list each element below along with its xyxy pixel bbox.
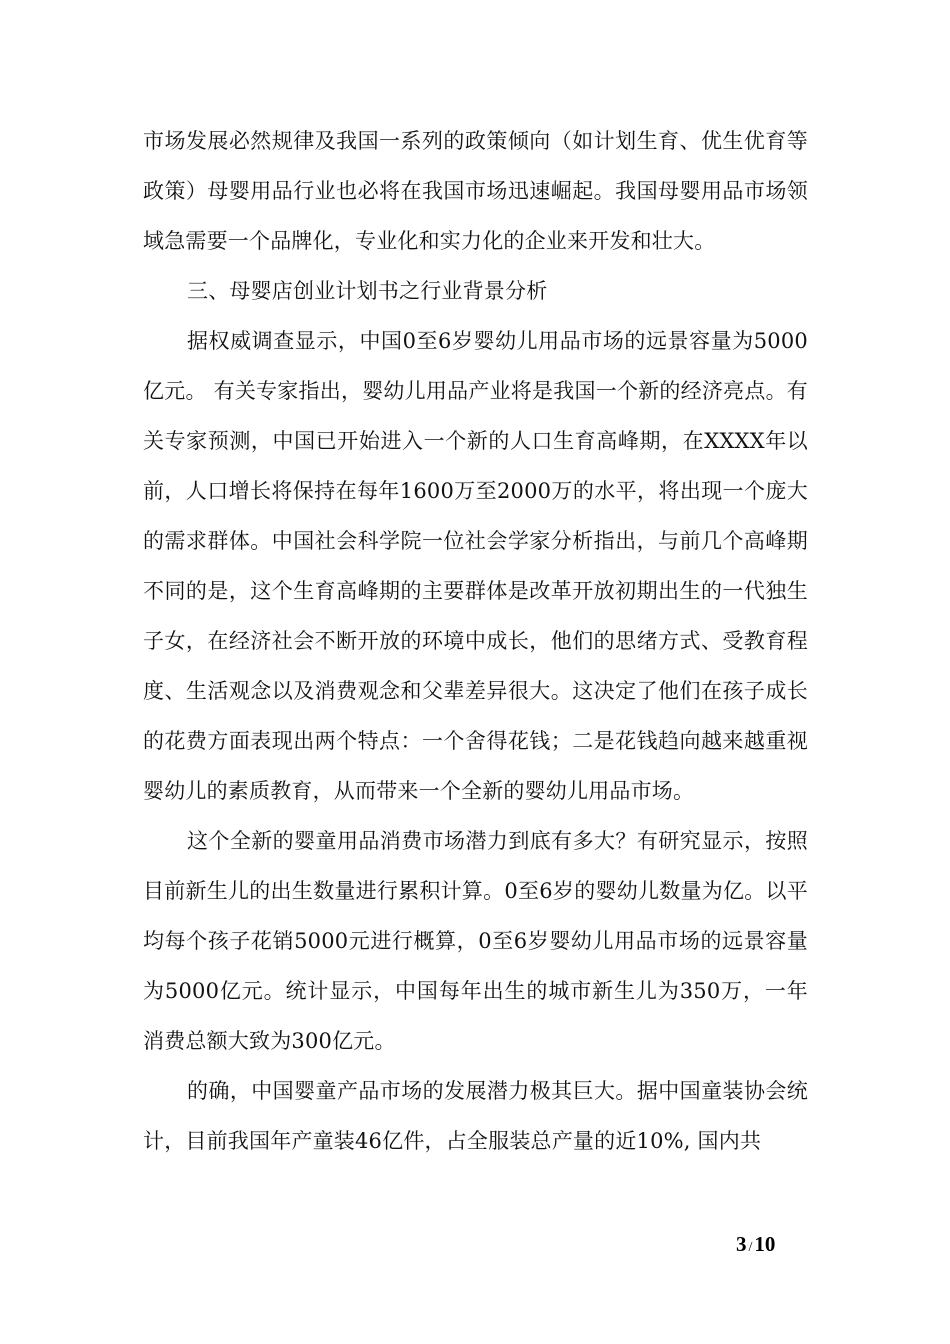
page-total: 10 [754,1232,776,1256]
page-current: 3 [736,1232,747,1256]
page-number [736,1232,775,1257]
paragraph: 的确，中国婴童产品市场的发展潜力极其巨大。据中国童装协会统计，目前我国年产童装46亿件，占全服装总产量的近10%, 国内共 [143,1079,808,1153]
paragraph: 这个全新的婴童用品消费市场潜力到底有多大？有研究显示，按照目前新生儿的出生数量进行累积计算。0至6岁的婴幼儿数量为亿。以平均每个孩子花销5000元进行概算，0至6岁婴幼儿用品市场的远景容量为5000亿元。统计显示，中国每年出生的城市新生儿为350万，一年消费总额大致为300亿元。 [143,829,808,1053]
paragraph-continuation: 市场发展必然规律及我国一系列的政策倾向（如计划生育、优生优育等政策）母婴用品行业也必将在我国市场迅速崛起。我国母婴用品市场领域急需要一个品牌化，专业化和实力化的企业来开发和壮大。 [143,129,808,253]
paragraph: 据权威调查显示，中国0至6岁婴幼儿用品市场的远景容量为5000亿元。 有关专家指出，婴幼儿用品产业将是我国一个新的经济亮点。有关专家预测，中国已开始进入一个新的人口生育高峰期，在XXXX年以前，人口增长将保持在每年1600万至2000万的水平，将出现一个庞大的需求群体。中国社会科学院一位社会学家分析指出，与前几个高峰期不同的是，这个生育高峰期的主要群体是改革开放初期出生的一代独生子女，在经济社会不断开放的环境中成长，他们的思绪方式、受教育程度、生活观念以及消费观念和父辈差异很大。这决定了他们在孩子成长的花费方面表现出两个特点：一个舍得花钱；二是花钱趋向越来越重视婴幼儿的素质教育，从而带来一个全新的婴幼儿用品市场。 [143,329,808,803]
document-body [143,116,808,1166]
page-separator: / [748,1240,753,1255]
section-heading: 三、母婴店创业计划书之行业背景分析 [187,279,548,303]
